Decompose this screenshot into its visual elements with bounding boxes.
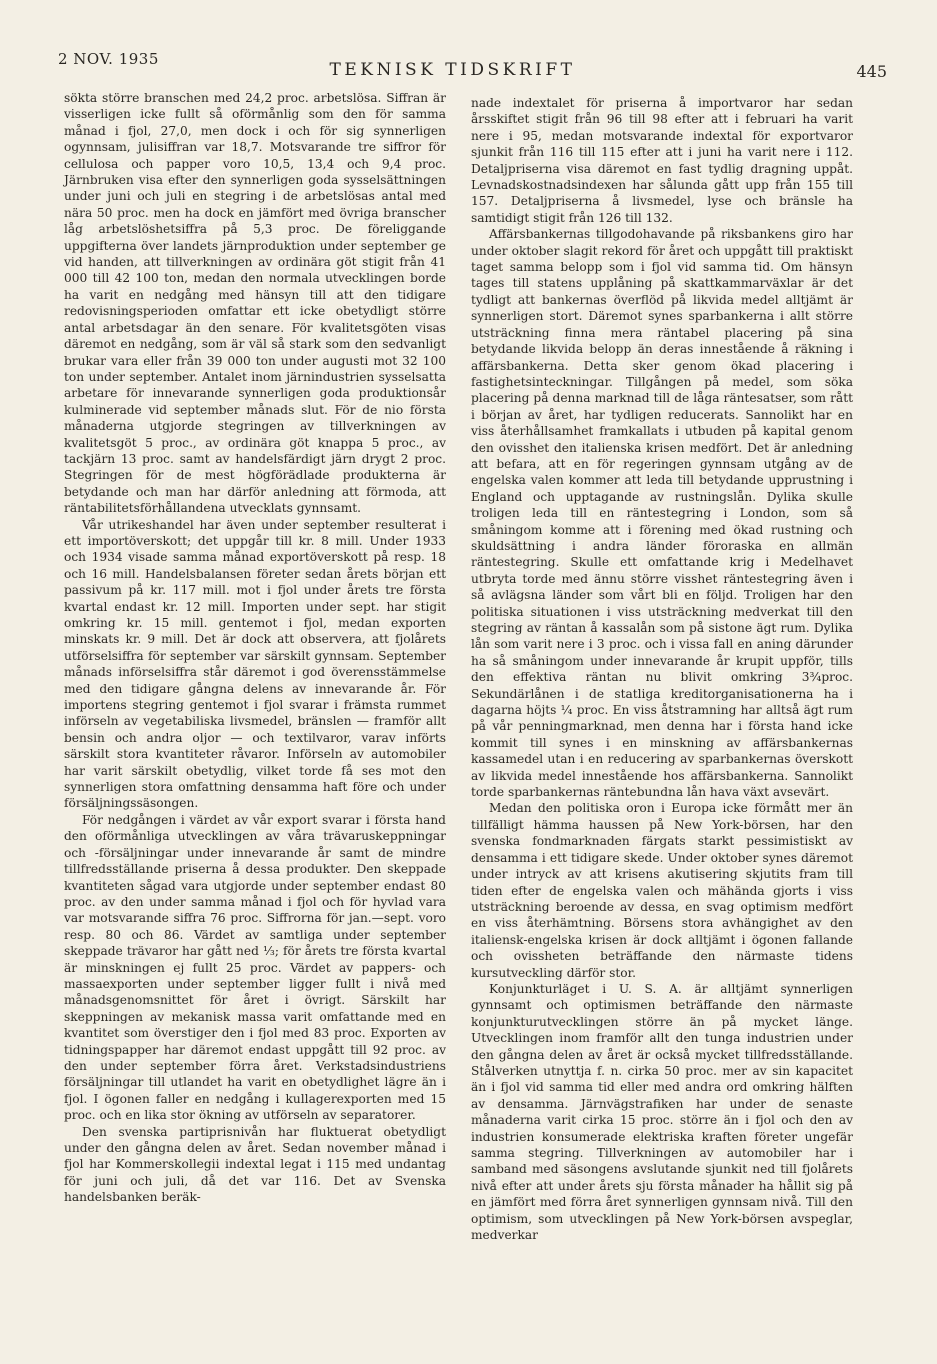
page-header: [58, 46, 887, 82]
right-column: [471, 95, 853, 1243]
paragraph: Affärsbankernas tillgodohavande på riksbankens giro har under oktober slagit rekord för året och uppgått till praktiskt taget samma belopp som i fjol vid samma tid. Om hänsyn tages till statens upplåning på skattkammarväxlar är det tydligt att bankernas överflöd på likvida medel alltjämt är synnerligen stort. Däremot synes sparbankerna i allt större utsträckning finna mera räntabel placering på sina betydande likvida belopp än deras innestående å räkning i affärsbankerna. Detta sker genom ökad placering i fastighetsinteckningar. Tillgången på medel, som söka placering på denna marknad till de låga räntesatser, som rått i början av året, har tydligen reducerats. Sannolikt har en viss återhållsamhet framkallats i utbuden på kapital genom den ovisshet den italienska krisen medfört. Det är anledning att befara, att en för regeringen gynnsam utgång av de engelska valen kommer att leda till betydande upprustning i England och upptagande av rustningslån. Dylika skulle troligen leda till en räntestegring i London, som så småningom komme att i förening med ökad rustning och skuldsättning i andra länder föroraska en allmän räntestegring. Skulle ett omfattande krig i Medelhavet utbryta torde med ännu större visshet räntestegring även i så avlägsna länder som vårt bli en följd. Troligen har den politiska situationen i viss utsträckning medverkat till den stegring av räntan å kassalån som på sistone ägt rum. Dylika lån som varit nere i 3 proc. och i vissa fall en aning därunder ha så småningom under innevarande år krupit uppför, tills den effektiva räntan nu blivit omkring 3¾proc. Sekundärlånen i de statliga kreditorganisationerna ha i dagarna höjts ¼ proc. En viss åtstramning har alltså ägt rum på vår penningmarknad, men denna har i första hand icke kommit till synes i en minskning av affärsbankernas kassamedel utan i en reducering av sparbankernas överskott av likvida medel innestående hos affärsbankerna. Sannolikt torde sparbankernas räntebundna lån hava växt avsevärt.: [471, 227, 853, 800]
paragraph: För nedgången i värdet av vår export svarar i första hand den oförmånliga utvecklingen av våra trävaruskeppningar och -försäljningar under innevarande år samt de mindre tillfredsställande priserna å dessa produkter. Den skeppade kvantiteten sågad vara utgjorde under september endast 80 proc. av den under samma månad i fjol och för hyvlad vara var motsvarande siffra 76 proc. Siffrorna för jan.—sept. voro resp. 80 och 86. Värdet av samtliga under september skeppade trävaror har gått ned ⅓; för årets tre första kvartal är minskningen ej fullt 25 proc. Värdet av pappers- och massaexporten under september ligger fullt i nivå med månadsgenomsnittet för året i övrigt. Särskilt har skeppningen av mekanisk massa varit omfattande med en kvantitet som överstiger den i fjol med 83 proc. Exporten av tidningspapper har däremot endast uppgått till 92 proc. av den under september förra året. Verkstadsindustriens försäljningar till utlandet ha varit en obetydlighet lägre än i fjol. I ögonen faller en nedgång i kullagerexporten med 15 proc. och en lika stor ökning av utförseln av separatorer.: [64, 812, 446, 1123]
paragraph: sökta större branschen med 24,2 proc. arbetslösa. Siffran är visserligen icke fullt så oförmånlig som den för samma månad i fjol, 27,0, men dock i och för sig synnerligen ogynnsam, julisiffran var 18,7. Motsvarande tre siffror för cellulosa och papper voro 10,5, 13,4 och 9,4 proc. Järnbruken visa efter den synnerligen goda sysselsättningen under juni och juli en stegring i de arbetslösas antal med nära 50 proc. men ha dock en jämfört med övriga branscher låg arbetslöshetsiffra på 5,3 proc. De föreliggande uppgifterna över landets järnproduktion under september ge vid handen, att tillverkningen av ordinära göt stigit från 41 000 till 42 100 ton, medan den normala utvecklingen borde ha varit en nedgång med hänsyn till att den tidigare redovisningsperioden omfattar ett icke obetydligt större antal arbetsdagar än den senare. För kvalitetsgöten visas däremot en nedgång, som är väl så stark som den sedvanligt brukar vara eller från 39 000 ton under augusti mot 32 100 ton under september. Antalet inom järnindustrien sysselsatta arbetare för innevarande synnerligen goda produktionsår kulminerade vid september månads slut. För de nio första månaderna utgjorde stegringen av tillverkningen av kvalitetsgöt 5 proc., av ordinära göt knappa 5 proc., av tackjärn 13 proc. samt av handelsfärdigt järn drygt 2 proc. Stegringen för de mest högförädlade produkterna är betydande och man har därför anledning att förmoda, att räntabilitetsförhållandena utvecklats gynnsamt.: [64, 91, 446, 516]
paragraph: nade indextalet för priserna å importvaror har sedan årsskiftet stigit från 96 till 98 efter att i februari ha varit nere i 95, medan motsvarande indextal för exportvaror sjunkit från 116 till 115 efter att i juni ha varit nere i 112. Detaljpriserna visa däremot en fast tydlig dragning uppåt. Levnadskostnadsindexen har sålunda gått upp från 155 till 157. Detaljpriserna å livsmedel, lyse och bränsle ha samtidigt stigit från 126 till 132.: [471, 96, 853, 225]
left-column: [64, 90, 446, 1206]
issue-date: 2 NOV. 1935: [58, 50, 159, 68]
page-number: 445: [856, 62, 887, 81]
paragraph: Konjunkturläget i U. S. A. är alltjämt synnerligen gynnsamt och optimismen beträffande den närmaste konjunkturutvecklingen större än på mycket länge. Utvecklingen inom framför allt den tunga industrien under den gångna delen av året är också mycket tillfredsställande. Stålverken utnyttja f. n. cirka 50 proc. mer av sin kapacitet än i fjol vid samma tid eller med andra ord omkring hälften av densamma. Järnvägstrafiken har under de senaste månaderna varit cirka 15 proc. större än i fjol och den av industrien konsumerade elektriska kraften företer ungefär samma stegring. Tillverkningen av automobiler har i samband med säsongens avslutande sjunkit ned till fjolårets nivå efter att under årets sju första månader ha hållit sig på en jämfört med förra året synnerligen gynnsam nivå. Till den optimism, som utvecklingen på New York-börsen avspeglar, medverkar: [471, 981, 853, 1243]
journal-title: TEKNISK TIDSKRIFT: [329, 60, 576, 80]
paragraph: Den svenska partiprisnivån har fluktuerat obetydligt under den gångna delen av året. Sedan november månad i fjol har Kommerskollegii indextal legat i 115 med undantag för juni och juli, då det var 116. Det av Svenska handelsbanken beräk-: [64, 1124, 446, 1205]
paragraph: Medan den politiska oron i Europa icke förmått mer än tillfälligt hämma haussen på New York-börsen, har den svenska fondmarknaden färgats starkt pessimistiskt av densamma i ett tidigare skede. Under oktober synes däremot under intryck av att krisens akutisering skjutits fram till tiden efter de engelska valen och mähända gjorts i viss utsträckning beroende av dessa, en svag optimism medfört en viss återhämtning. Börsens stora avhängighet av den italiensk-engelska krisen är dock alltjämt i ögonen fallande och ovissheten beträffande den närmaste tidens kursutveckling därför stor.: [471, 801, 853, 980]
paragraph: Vår utrikeshandel har även under september resulterat i ett importöverskott; det uppgår till kr. 8 mill. Under 1933 och 1934 visade samma månad exportöverskott på resp. 18 och 16 mill. Handelsbalansen företer sedan årets början ett passivum på kr. 117 mill. mot i fjol under årets tre första kvartal endast kr. 12 mill. Importen under sept. har stigit omkring kr. 15 mill. gentemot i fjol, medan exporten minskats kr. 9 mill. Det är dock att observera, att fjolårets utförselsiffra för september var särskilt gynnsam. September månads införselsiffra står däremot i god överensstämmelse med den tidigare gångna delens av innevarande år. För importens stegring gentemot i fjol svarar i främsta rummet införseln av vegetabiliska livsmedel, bränslen — framför allt bensin och andra oljor — och textilvaror, varav införts särskilt stora kvantiteter råvaror. Införseln av automobiler har varit särskilt obetydlig, vilket torde få ses mot den synnerligen stora omfattning densamma haft före och under försäljningssäsongen.: [64, 517, 446, 811]
